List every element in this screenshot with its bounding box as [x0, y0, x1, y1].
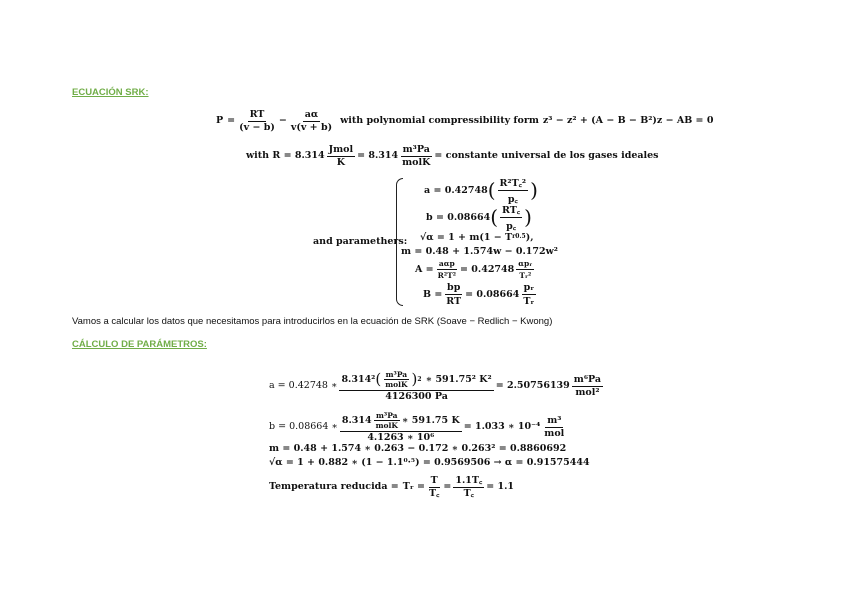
sys-b-row: [426, 204, 532, 232]
paren-close: ): [524, 205, 532, 229]
paren-close: ): [411, 370, 418, 389]
frac-aalpha-den: v(v + b): [290, 121, 333, 133]
sys-a-pre: a = 0.42748: [424, 184, 488, 196]
calc-a-top-unit-num: m³Pa: [385, 369, 408, 379]
calc-tr: [269, 472, 514, 502]
calc-a: [269, 364, 605, 408]
eq-p: P: [216, 115, 224, 127]
calc-a-top-pre: 8.314²: [341, 374, 376, 385]
sys-B-frac1: [444, 282, 463, 307]
srk-equation: [216, 110, 713, 132]
calc-m: m = 0.48 + 1.574 ∗ 0.263 − 0.172 ∗ 0.263² = 0.8860692: [269, 443, 567, 454]
system-label: and paramethers:: [313, 236, 408, 247]
intro-text: Vamos a calcular los datos que necesitamos para introducirlos en la ecuación de SRK (Soave − Redlich − Kwong): [72, 316, 553, 327]
calc-b-top-frac: [374, 412, 400, 430]
system-brace: [396, 178, 403, 306]
sys-b-pre: b = 0.08664: [426, 211, 491, 223]
jmol: Jmol: [328, 144, 354, 155]
calc-b-top-post: ∗ 591.75 K: [401, 415, 460, 426]
calc-tr-den2: T꜀: [463, 487, 474, 499]
calc-b-unit-den: mol: [544, 427, 565, 439]
r-constant-line: [246, 144, 659, 168]
calc-tr-den1: T꜀: [429, 487, 440, 499]
sys-B-num2: pᵣ: [523, 281, 535, 293]
k-unit: K: [336, 156, 345, 168]
sys-A-num2: αpᵣ: [518, 258, 533, 268]
sys-a-den: p꜀: [507, 193, 518, 205]
calc-b-frac: [340, 412, 462, 443]
calc-b-unit: [542, 416, 566, 438]
calc-tr-label: Temperatura reducida =: [269, 481, 399, 493]
frac-rt-num: RT: [249, 109, 265, 120]
calc-tr-eq: =: [443, 481, 452, 493]
calc-tr-frac1: [427, 476, 441, 498]
sys-B-mid: = 0.08664: [465, 288, 520, 300]
calc-a-top-post: ∗ 591.75² K²: [425, 374, 492, 385]
heading-params: CÁLCULO DE PARÁMETROS:: [72, 339, 207, 350]
molk: molK: [402, 156, 431, 168]
sys-A-frac1: [436, 259, 458, 280]
sys-A-mid: = 0.42748: [460, 263, 515, 275]
sys-b-num: RT꜀: [502, 204, 521, 216]
heading-srk: ECUACIÓN SRK:: [72, 87, 149, 98]
sys-B-den2: Tᵣ: [523, 295, 535, 307]
sys-a-num: R²T꜀²: [499, 177, 527, 189]
frac-rt: [237, 110, 277, 132]
with-r: with R = 8.314: [246, 150, 325, 162]
calc-b-num: [340, 412, 462, 432]
paren-open: (: [490, 205, 498, 229]
calc-tr-frac2: [453, 476, 484, 498]
calc-b-top-pre: 8.314: [341, 415, 372, 426]
calc-a-frac: [339, 371, 493, 402]
paren-close: ): [530, 178, 538, 202]
calc-b: [269, 410, 568, 444]
sys-a-frac: [498, 176, 529, 205]
frac-aalpha-num: aα: [304, 109, 319, 120]
calc-a-pre: a = 0.42748 ∗: [269, 380, 338, 392]
eq-sign: =: [227, 115, 236, 127]
sys-A-den2: Tᵣ²: [519, 270, 532, 280]
frac-aalpha: [289, 110, 334, 132]
calc-a-unit-den: mol²: [575, 386, 600, 398]
paren-open: (: [487, 178, 496, 202]
calc-a-result: = 2.50756139: [495, 380, 570, 392]
sys-m: m = 0.48 + 1.574w − 0.172w²: [401, 245, 558, 257]
sys-A-frac2: [516, 259, 534, 280]
calc-a-num: 8.314² ( $\frac{\text{m³Pa}}{\text{molK}}$ ) 2 ∗ 591.75² K²: [341, 369, 492, 390]
sys-B-frac2: [521, 282, 536, 307]
calc-b-result: = 1.033 ∗ 10⁻⁴: [463, 421, 541, 433]
sys-B-row: [423, 282, 538, 306]
sys-B-pre: B =: [423, 288, 443, 300]
calc-b-den: 4.1263 ∗ 10⁶: [367, 431, 435, 443]
sys-alpha: √α = 1 + m(1 − T: [420, 231, 513, 243]
calc-a-unit-num: m⁶Pa: [573, 374, 602, 385]
frac-rt-den: (v − b): [239, 121, 275, 133]
sys-A-den: R²T²: [437, 270, 457, 280]
calc-b-top-unit-den: molK: [375, 421, 398, 431]
sys-b-den: p꜀: [506, 220, 517, 232]
calc-a-unit: [572, 375, 603, 397]
sys-alpha-row: √α = 1 + m(1 − T r 0.5 ),: [420, 231, 534, 243]
calc-a-top-unit-den: molK: [385, 380, 408, 390]
calc-tr-result: = 1.1: [486, 481, 515, 493]
r-desc: = constante universal de los gases ideales: [434, 150, 659, 162]
calc-b-unit-num: m³: [547, 415, 562, 426]
sys-A-num: aαp: [438, 258, 455, 268]
r-eq-val: = 8.314: [357, 150, 399, 162]
frac-m3pa-molk: [400, 145, 432, 167]
sys-alpha-end: ),: [525, 231, 534, 243]
sys-B-den: RT: [446, 295, 462, 307]
poly-text: with polynomial compressibility form: [340, 115, 539, 127]
sys-B-num: bp: [447, 281, 461, 293]
calc-a-den: 4126300 Pa: [385, 390, 448, 402]
poly-equation: z³ − z² + (A − B − B²)z − AB = 0: [542, 115, 714, 127]
frac-jmol-k: [327, 145, 356, 167]
sys-A-row: [415, 258, 536, 280]
paren-open: (: [375, 370, 382, 389]
sys-a-row: [424, 177, 538, 203]
calc-tr-num2: 1.1T꜀: [455, 475, 483, 486]
calc-b-pre: b = 0.08664 ∗: [269, 421, 338, 433]
sys-b-frac: [500, 203, 522, 232]
sys-A-pre: A =: [415, 263, 434, 275]
eq-minus: −: [278, 115, 287, 127]
calc-alpha: √α = 1 + 0.882 ∗ (1 − 1.1⁰·⁵) = 0.9569506 → α = 0.91575444: [269, 457, 590, 468]
sys-m-row: [401, 245, 558, 257]
m3pa: m³Pa: [402, 144, 430, 155]
calc-tr-pre: Tᵣ =: [402, 481, 426, 493]
calc-a-top-frac: [383, 371, 409, 389]
calc-tr-num1: T: [430, 475, 438, 486]
calc-b-top-unit-num: m³Pa: [375, 410, 398, 420]
